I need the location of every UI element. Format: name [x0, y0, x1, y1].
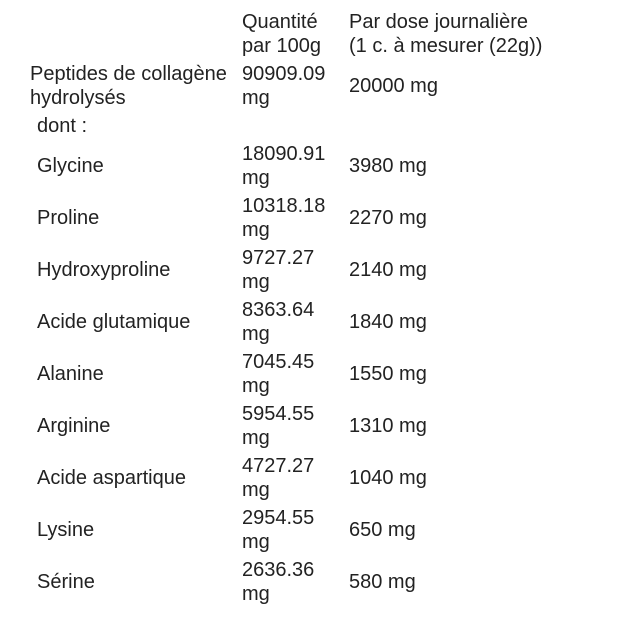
row-per-100g: 18090.91 mg: [242, 143, 326, 189]
row-label: Peptides de collagène hydrolysés: [30, 63, 227, 109]
row-label: Alanine: [37, 363, 104, 385]
row-per-dose: 1310 mg: [349, 415, 427, 437]
header-per-dose-text: Par dose journalière (1 c. à mesurer (22g)): [349, 11, 543, 57]
header-per-100g: Quantité par 100g: [242, 11, 321, 57]
header-empty: [28, 8, 240, 60]
row-per-dose: 20000 mg: [349, 75, 438, 97]
table-row: [28, 556, 637, 608]
row-per-100g: 4727.27 mg: [242, 455, 315, 501]
row-per-100g: 2954.55 mg: [242, 507, 315, 553]
row-per-dose: 1040 mg: [349, 467, 427, 489]
row-per-dose: 1840 mg: [349, 311, 427, 333]
table-row-main: [28, 60, 637, 112]
row-per-dose: 650 mg: [349, 519, 416, 541]
table-row: [28, 400, 637, 452]
row-label: Proline: [37, 207, 100, 229]
row-label: Sérine: [37, 571, 95, 593]
row-per-100g: 10318.18 mg: [242, 195, 326, 241]
sub-label-row: [28, 112, 637, 140]
header-per-dose: [347, 8, 637, 60]
row-label: Hydroxyproline: [37, 259, 171, 281]
row-per-100g: 7045.45 mg: [242, 351, 315, 397]
row-label: Acide aspartique: [37, 467, 186, 489]
row-label: Lysine: [37, 519, 95, 541]
table-row: [28, 348, 637, 400]
table-row: [28, 140, 637, 192]
table-row: [28, 192, 637, 244]
row-per-dose: 580 mg: [349, 571, 416, 593]
sub-label: dont :: [37, 115, 88, 137]
row-per-dose: 1550 mg: [349, 363, 427, 385]
row-label: Acide glutamique: [37, 311, 191, 333]
row-per-dose: 2140 mg: [349, 259, 427, 281]
table-row: [28, 452, 637, 504]
row-per-100g: 9727.27 mg: [242, 247, 315, 293]
row-per-100g: 5954.55 mg: [242, 403, 315, 449]
table-row: [28, 504, 637, 556]
row-per-dose: 2270 mg: [349, 207, 427, 229]
row-label: Glycine: [37, 155, 104, 177]
table-row: [28, 296, 637, 348]
row-per-dose: 3980 mg: [349, 155, 427, 177]
table-row: [28, 244, 637, 296]
row-label: Arginine: [37, 415, 111, 437]
header-row: [28, 8, 637, 60]
row-per-100g: 8363.64 mg: [242, 299, 315, 345]
nutrition-table: [28, 8, 637, 608]
row-per-100g: 2636.36 mg: [242, 559, 315, 605]
row-per-100g: 90909.09 mg: [242, 63, 326, 109]
